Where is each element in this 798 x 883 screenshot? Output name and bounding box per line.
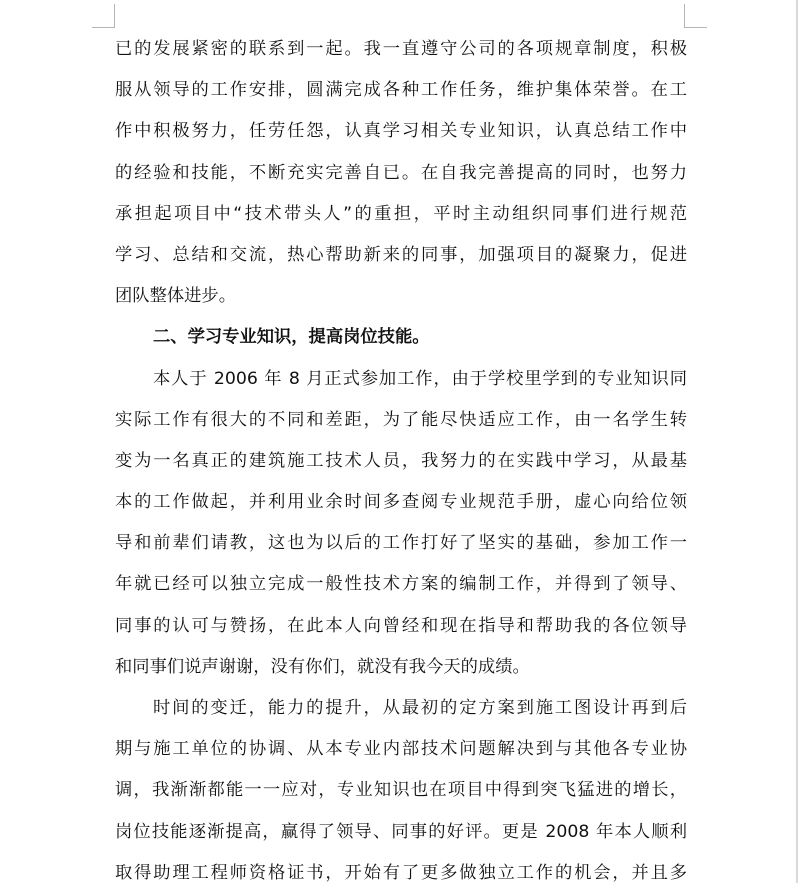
paragraph-line: 团队整体进步。 (115, 286, 236, 307)
paragraph-line: 作中积极努力，任劳任怨，认真学习相关专业知识，认真总结工作中 (115, 121, 687, 142)
paragraph-line: 时间的变迁，能力的提升，从最初的定方案到施工图设计再到后 (153, 698, 687, 718)
paragraph-line: 已的发展紧密的联系到一起。我一直遵守公司的各项规章制度，积极 (115, 39, 687, 59)
paragraph-line: 岗位技能逐渐提高，赢得了领导、同事的好评。更是 2008 年本人顺利 (115, 821, 687, 842)
paragraph-line: 调，我渐渐都能一一应对，专业知识也在项目中得到突飞猛进的增长， (115, 780, 687, 801)
paragraph-line: 实际工作有很大的不同和差距，为了能尽快适应工作，由一名学生转 (115, 409, 687, 430)
paragraph-line: 同事的认可与赞扬，在此本人向曾经和现在指导和帮助我的各位领导 (115, 615, 687, 636)
document-body (115, 29, 687, 883)
top-right-margin-mark (684, 4, 707, 28)
top-left-margin-mark (92, 4, 115, 28)
section-heading: 二、学习专业知识，提高岗位技能。 (153, 327, 430, 348)
paragraph-line: 服从领导的工作安排，圆满完成各种工作任务，维护集体荣誉。在工 (115, 80, 687, 101)
paragraph-line: 学习、总结和交流，热心帮助新来的同事，加强项目的凝聚力，促进 (115, 244, 687, 265)
paragraph-line: 导和前辈们请教，这也为以后的工作打好了坚实的基础，参加工作一 (115, 533, 687, 554)
paragraph-line: 和同事们说声谢谢，没有你们，就没有我今天的成绩。 (115, 656, 530, 677)
paragraph-line: 本人于 2006 年 8 月正式参加工作，由于学校里学到的专业知识同 (153, 368, 687, 389)
paragraph-line: 取得助理工程师资格证书，开始有了更多做独立工作的机会，并且多 (115, 862, 687, 883)
paragraph-line: 承担起项目中“技术带头人”的重担，平时主动组织同事们进行规范 (115, 203, 687, 224)
paragraph-line: 期与施工单位的协调、从本专业内部技术问题解决到与其他各专业协 (115, 739, 687, 760)
paragraph-line: 的经验和技能，不断充实完善自已。在自我完善提高的同时，也努力 (115, 162, 687, 183)
paragraph-line: 变为一名真正的建筑施工技术人员，我努力的在实践中学习，从最基 (115, 450, 687, 471)
paragraph-line: 年就已经可以独立完成一般性技术方案的编制工作，并得到了领导、 (115, 574, 687, 595)
paragraph-line: 本的工作做起，并利用业余时间多查阅专业规范手册，虚心向给位领 (115, 492, 687, 513)
